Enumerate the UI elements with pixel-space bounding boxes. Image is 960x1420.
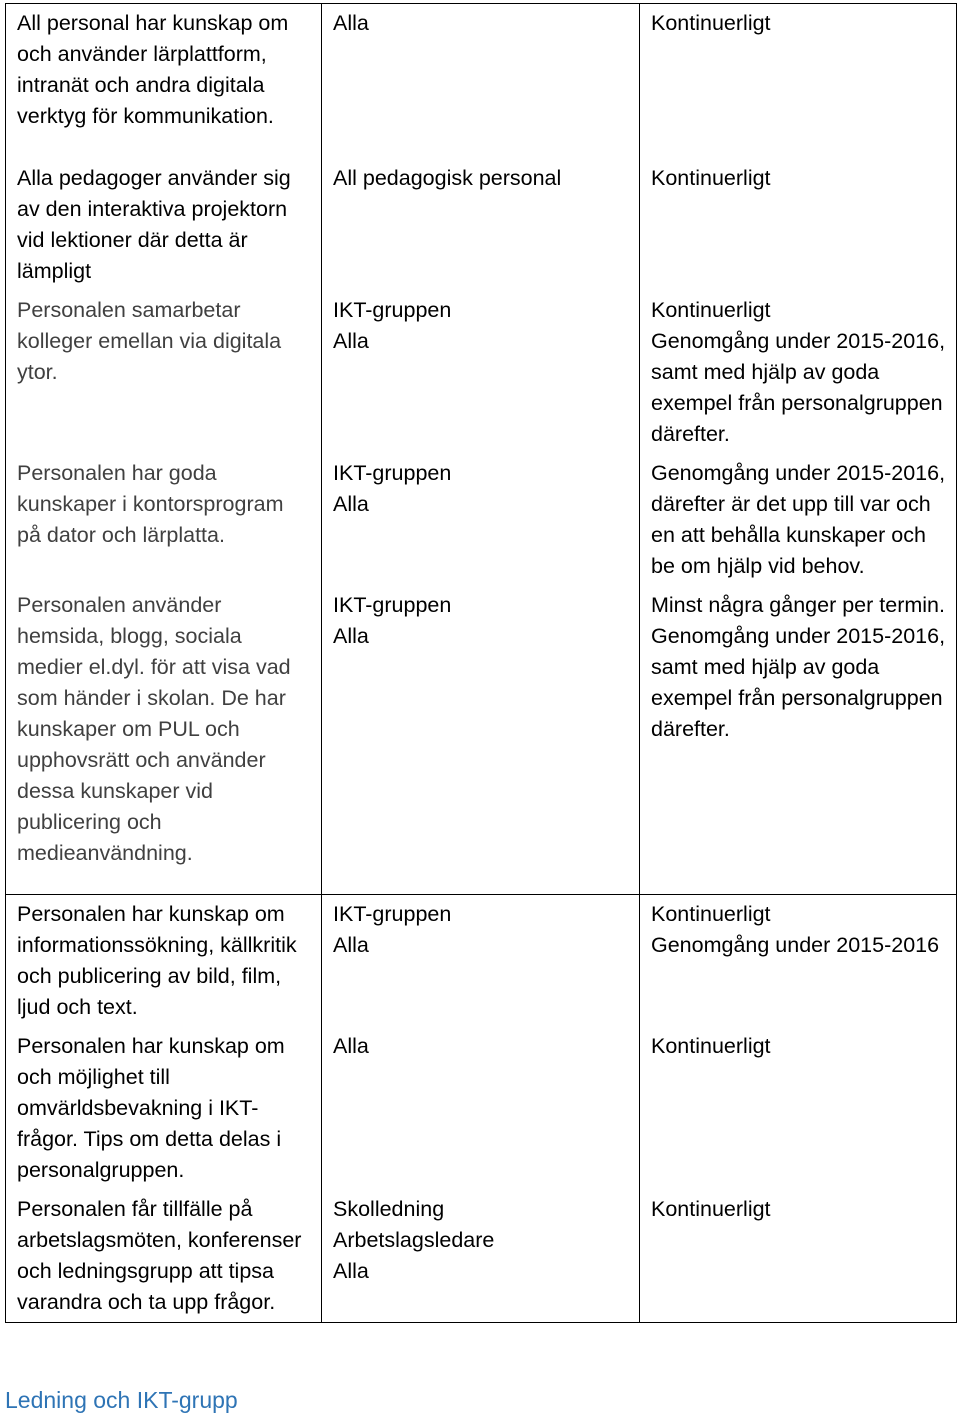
- section-heading: Ledning och IKT-grupp: [5, 1387, 238, 1413]
- responsible-text: Skolledning: [333, 1197, 445, 1221]
- timeframe-cell: [640, 454, 957, 586]
- goal-cell: [6, 1027, 322, 1190]
- timeframe-cell: [640, 159, 957, 291]
- responsible-cell: [322, 1027, 640, 1190]
- responsible-text: Arbetslagsledare: [333, 1228, 495, 1252]
- responsible-text: Alla: [333, 1259, 369, 1283]
- timeframe-cell: [640, 586, 957, 895]
- responsible-text: IKT-gruppen: [333, 592, 452, 617]
- responsible-cell: [322, 895, 640, 1028]
- goal-text: Personalen samarbetar kolleger emellan via digitala ytor.: [17, 297, 282, 384]
- table-row: [6, 454, 957, 586]
- goal-cell: [6, 291, 322, 454]
- responsible-cell: [322, 4, 640, 159]
- timeframe-text: Kontinuerligt: [651, 1034, 771, 1058]
- timeframe-text: Minst några gånger per termin.: [651, 592, 945, 617]
- timeframe-text: Kontinuerligt: [651, 297, 771, 322]
- goal-text: All personal har kunskap om och använder lärplattform, intranät och andra digitala verktyg för kommunikation.: [17, 11, 289, 128]
- timeframe-text: Genomgång under 2015-2016, samt med hjälp av goda exempel från personalgruppen därefter.: [651, 623, 946, 741]
- responsible-cell: [322, 159, 640, 291]
- timeframe-text: Genomgång under 2015-2016: [651, 933, 940, 957]
- goal-text: Personalen har kunskap om och möjlighet till omvärldsbevakning i IKT-frågor. Tips om detta delas i personalgruppen.: [17, 1034, 285, 1182]
- goal-text: Personalen får tillfälle på arbetslagsmöten, konferenser och ledningsgrupp att tipsa varandra och ta upp frågor.: [17, 1197, 302, 1314]
- responsible-cell: [322, 586, 640, 895]
- table-row: [6, 895, 957, 1028]
- responsible-cell: [322, 1190, 640, 1323]
- goal-cell: [6, 895, 322, 1028]
- responsible-cell: [322, 291, 640, 454]
- goal-text: Personalen använder hemsida, blogg, sociala medier el.dyl. för att visa vad som händer i skolan. De har kunskaper om PUL och upphovsrätt och använder dessa kunskaper vid publicering och medieanvändning.: [17, 592, 291, 865]
- timeframe-text: Genomgång under 2015-2016, samt med hjälp av goda exempel från personalgruppen därefter.: [651, 328, 946, 446]
- timeframe-cell: [640, 1027, 957, 1190]
- responsible-text: All pedagogisk personal: [333, 165, 562, 190]
- table-row: [6, 1190, 957, 1323]
- timeframe-text: Kontinuerligt: [651, 165, 771, 190]
- responsible-text: Alla: [333, 491, 369, 516]
- responsible-text: IKT-gruppen: [333, 902, 452, 926]
- goal-text: Alla pedagoger använder sig av den interaktiva projektorn vid lektioner där detta är lämpligt: [17, 165, 291, 283]
- timeframe-text: Genomgång under 2015-2016, därefter är det upp till var och en att behålla kunskaper och be om hjälp vid behov.: [651, 460, 946, 578]
- goal-cell: [6, 159, 322, 291]
- responsible-text: IKT-gruppen: [333, 460, 452, 485]
- responsible-text: Alla: [333, 623, 369, 648]
- timeframe-cell: [640, 291, 957, 454]
- timeframe-cell: [640, 4, 957, 159]
- goal-cell: [6, 454, 322, 586]
- goal-cell: [6, 4, 322, 159]
- timeframe-text: Kontinuerligt: [651, 11, 771, 35]
- timeframe-cell: [640, 895, 957, 1028]
- responsible-text: Alla: [333, 1034, 369, 1058]
- plan-table: [5, 3, 957, 1323]
- goal-cell: [6, 586, 322, 895]
- timeframe-text: Kontinuerligt: [651, 1197, 771, 1221]
- table-row: [6, 586, 957, 895]
- responsible-text: Alla: [333, 11, 369, 35]
- table-row: [6, 159, 957, 291]
- responsible-text: Alla: [333, 933, 369, 957]
- table-row: [6, 4, 957, 159]
- goal-cell: [6, 1190, 322, 1323]
- responsible-cell: [322, 454, 640, 586]
- timeframe-text: Kontinuerligt: [651, 902, 771, 926]
- goal-text: Personalen har kunskap om informationssökning, källkritik och publicering av bild, film, ljud och text.: [17, 902, 297, 1019]
- table-row: [6, 291, 957, 454]
- responsible-text: IKT-gruppen: [333, 297, 452, 322]
- responsible-text: Alla: [333, 328, 369, 353]
- timeframe-cell: [640, 1190, 957, 1323]
- goal-text: Personalen har goda kunskaper i kontorsprogram på dator och lärplatta.: [17, 460, 284, 547]
- table-row: [6, 1027, 957, 1190]
